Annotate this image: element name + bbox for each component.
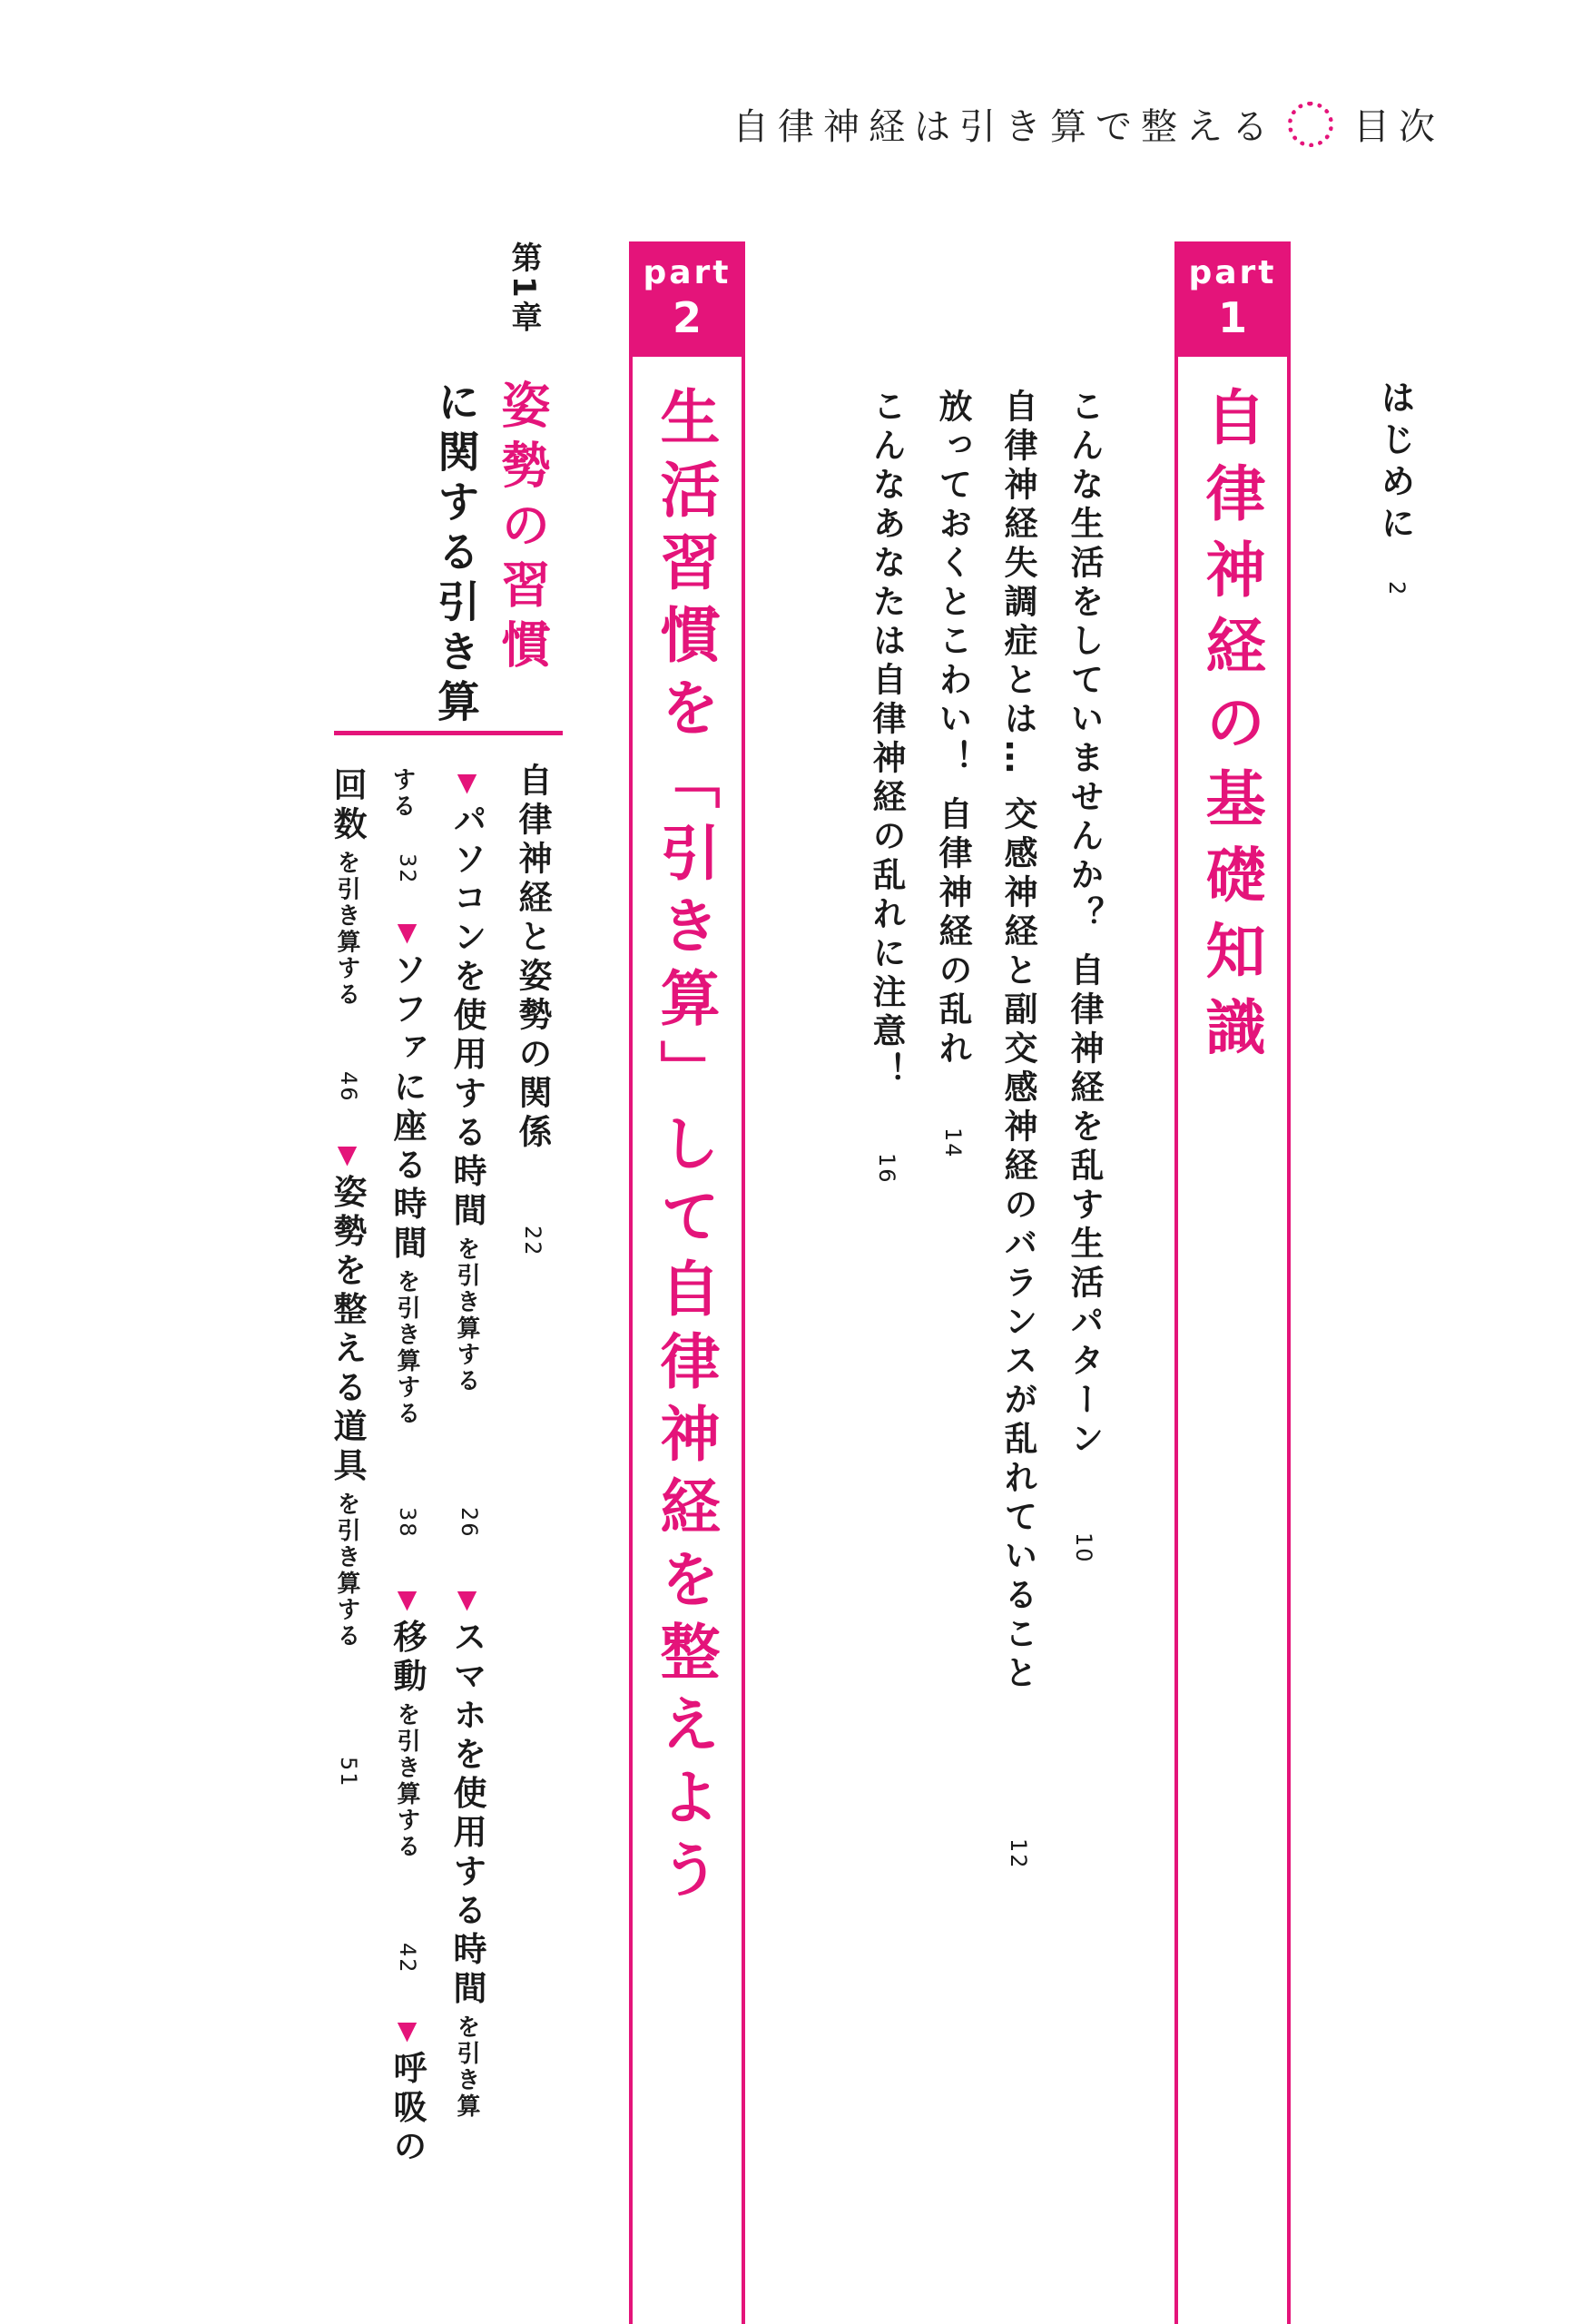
part1-entry-1[interactable]: [1065, 389, 1104, 1460]
chapter1-item-breathing-cont[interactable]: [328, 767, 367, 1009]
part1-entry-3-page: 14: [940, 1128, 966, 1159]
chapter1-item-breathing-page: 46: [336, 1071, 361, 1103]
section-title: 目次: [1353, 106, 1444, 148]
item-suffix: を引き算: [453, 2014, 480, 2121]
chapter1-title-rest: に関する引き算: [430, 379, 480, 729]
part1-entry-4-page: 16: [874, 1153, 899, 1185]
part2-tab-word: part: [643, 254, 732, 291]
item-main: 姿勢を整える道具: [328, 1174, 367, 1487]
chapter1-item-smartphone[interactable]: [447, 1584, 486, 2121]
dotted-ring-icon: [1288, 102, 1333, 147]
item-main: 移動: [388, 1619, 427, 1698]
chapter1-item-posture-tools[interactable]: [328, 1139, 367, 1650]
item-suffix: を引き算する: [393, 1269, 420, 1428]
chapter1-label: 第1章: [506, 241, 542, 336]
chapter1-item-posture-tools-page: 51: [336, 1757, 361, 1788]
book-title: 自律神経は引き算で整える: [732, 106, 1277, 148]
chapter1-item-transport[interactable]: [388, 1584, 427, 1861]
entry-title: こんな生活をしていませんか？ 自律神経を乱す生活パターン: [1065, 389, 1104, 1460]
preface-label[interactable]: はじめに: [1375, 379, 1415, 547]
part1-entry-2-page: 12: [1006, 1838, 1031, 1870]
chapter1-item-sofa-page: 38: [395, 1507, 420, 1539]
chapter1-item-sofa[interactable]: [388, 917, 427, 1428]
chapter1-title-highlight: 姿勢の習慣: [494, 379, 551, 679]
item-suffix: を引き算する: [393, 1702, 420, 1861]
entry-title: 自律神経失調症とは… 交感神経と副交感神経のバランスが乱れていること: [998, 389, 1037, 1694]
preface-page: 2: [1384, 581, 1410, 597]
item-main: スマホを使用する時間: [447, 1619, 486, 2010]
part2-tab-number: 2: [672, 293, 702, 342]
chapter1-intro-page: 22: [520, 1226, 545, 1257]
triangle-down-icon: ▼: [392, 1584, 422, 1614]
part2-title: 生活習慣を「引き算」して自律神経を整えよう: [650, 386, 720, 1911]
item-suffix: を引き算する: [453, 1236, 480, 1395]
entry-title: 放っておくとこわい！ 自律神経の乱れ: [933, 389, 972, 1069]
part1-tab-word: part: [1188, 254, 1277, 291]
chapter1-intro[interactable]: [513, 763, 552, 1153]
item-main: 回数: [328, 767, 367, 845]
chapter1-item-breathing[interactable]: [388, 2015, 427, 2168]
part1-tab-number: 1: [1217, 293, 1247, 342]
chapter-divider-rule: [334, 731, 563, 735]
part1-title: 自律神経の基礎知識: [1195, 386, 1265, 1072]
item-main: ソファに座る時間: [388, 951, 427, 1265]
item-main: パソコンを使用する時間: [447, 802, 486, 1232]
chapter1-item-smartphone-cont[interactable]: [390, 767, 414, 820]
part1-entry-1-page: 10: [1071, 1532, 1096, 1564]
entry-title: こんなあなたは自律神経の乱れに注意！: [867, 389, 906, 1091]
entry-title: 自律神経と姿勢の関係: [513, 763, 552, 1153]
triangle-down-icon: ▼: [392, 917, 422, 947]
part1-entry-3[interactable]: [933, 389, 972, 1069]
part1-entry-2[interactable]: [998, 389, 1037, 1694]
chapter1-item-smartphone-page: 32: [395, 853, 420, 885]
triangle-down-icon: ▼: [452, 767, 482, 797]
item-suffix: する: [388, 767, 416, 820]
chapter1-item-pc[interactable]: [447, 767, 486, 1395]
running-header: [732, 98, 1444, 150]
triangle-down-icon: ▼: [452, 1584, 482, 1614]
part1-tab: [1174, 241, 1291, 357]
triangle-down-icon: ▼: [392, 2015, 422, 2045]
item-suffix: を引き算する: [333, 1492, 360, 1650]
chapter1-item-transport-page: 42: [395, 1943, 420, 1974]
part2-tab: [629, 241, 745, 357]
item-suffix: を引き算する: [333, 850, 360, 1009]
part1-entry-4[interactable]: [867, 389, 906, 1091]
triangle-down-icon: ▼: [332, 1139, 362, 1169]
chapter1-item-pc-page: 26: [457, 1507, 482, 1539]
item-main: 呼吸の: [388, 2050, 427, 2168]
